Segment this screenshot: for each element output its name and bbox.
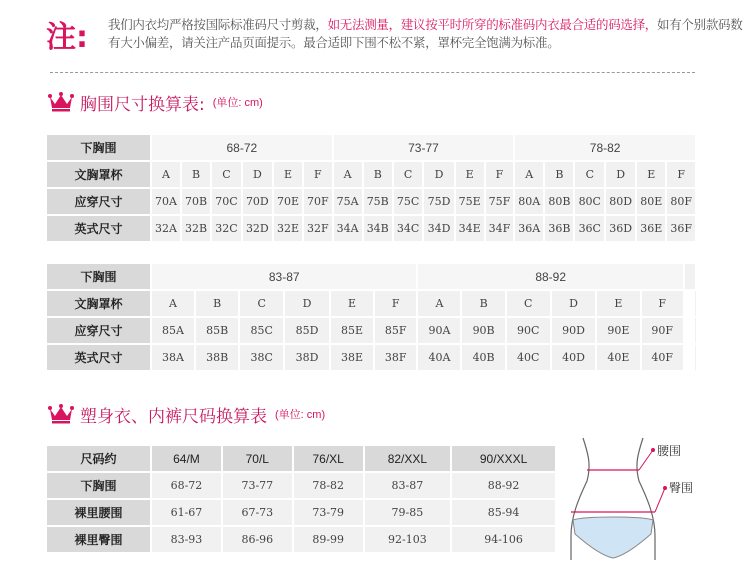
group-header: 78-82 xyxy=(515,135,695,160)
table-cell: 70C xyxy=(212,189,241,214)
header-label: 下胸围 xyxy=(47,135,150,160)
table-row xyxy=(47,216,695,241)
table-cell: 38A xyxy=(152,345,194,370)
table-cell: A xyxy=(152,162,180,187)
table-header-row xyxy=(47,446,555,471)
table-cell: 80E xyxy=(637,189,665,214)
table-cell: E xyxy=(597,291,639,316)
table-cell: F xyxy=(375,291,416,316)
table-cell: 90D xyxy=(552,318,596,343)
table-cell: 32D xyxy=(243,216,272,241)
note-text-highlight: 如无法测量，建议按平时所穿的标准码内衣最合适的码选择， xyxy=(327,18,658,32)
table-cell: 75A xyxy=(334,189,362,214)
table-cell: 38D xyxy=(285,345,329,370)
row-label: 裸里腰围 xyxy=(47,500,150,525)
table-cell: 70F xyxy=(304,189,332,214)
bra-section-unit: (单位: cm) xyxy=(212,97,263,109)
body-size-table xyxy=(45,444,557,554)
table-cell: F xyxy=(486,162,514,187)
table-cell: 70B xyxy=(182,189,210,214)
table-cell: D xyxy=(243,162,272,187)
bra-size-table-2 xyxy=(45,262,697,372)
table-cell: 83-93 xyxy=(152,527,221,552)
table-row xyxy=(47,189,695,214)
table-cell: 90A xyxy=(418,318,460,343)
note-text xyxy=(108,16,748,52)
table-cell: 75C xyxy=(394,189,423,214)
group-header: 83-87 xyxy=(152,264,416,289)
table-cell: 86-96 xyxy=(223,527,292,552)
table-cell: 78-82 xyxy=(294,473,363,498)
table-cell: 80D xyxy=(606,189,635,214)
table-cell: F xyxy=(642,291,683,316)
table-cell: 90B xyxy=(462,318,504,343)
crown-icon xyxy=(48,92,74,112)
row-label: 英式尺寸 xyxy=(47,345,150,370)
table-cell: E xyxy=(637,162,665,187)
table-cell: E xyxy=(331,291,373,316)
group-header: 88-92 xyxy=(418,264,682,289)
table-cell: 36F xyxy=(667,216,695,241)
size-header: 90/XXXL xyxy=(452,446,555,471)
size-header: 64/M xyxy=(152,446,221,471)
size-header: 76/XL xyxy=(294,446,363,471)
hip-label: 臀围 xyxy=(669,481,694,495)
group-header: 73-77 xyxy=(334,135,514,160)
table-cell: 73-77 xyxy=(223,473,292,498)
table-header-row xyxy=(47,264,695,289)
table-cell: 85E xyxy=(331,318,373,343)
table-cell: A xyxy=(334,162,362,187)
row-label: 裸里臀围 xyxy=(47,527,150,552)
table-cell: 75B xyxy=(364,189,392,214)
table-cell: 32B xyxy=(182,216,210,241)
table-cell: 34A xyxy=(334,216,362,241)
table-cell: 38C xyxy=(240,345,283,370)
table-cell: 88-92 xyxy=(452,473,555,498)
table-cell: 90E xyxy=(597,318,639,343)
body-section-unit: (单位: cm) xyxy=(275,409,326,421)
table-cell: 36E xyxy=(637,216,665,241)
table-cell: 80C xyxy=(575,189,604,214)
table-cell: 36A xyxy=(515,216,543,241)
table-cell: 40D xyxy=(552,345,596,370)
table-cell: B xyxy=(462,291,504,316)
table-cell: 85C xyxy=(240,318,283,343)
table-cell: D xyxy=(285,291,329,316)
row-label: 文胸罩杯 xyxy=(47,162,150,187)
table-cell: 32F xyxy=(304,216,332,241)
table-cell: 70A xyxy=(152,189,180,214)
table-cell: C xyxy=(212,162,241,187)
table-cell: D xyxy=(606,162,635,187)
bra-section-heading xyxy=(48,89,263,115)
table-cell: A xyxy=(152,291,194,316)
size-header: 82/XXL xyxy=(365,446,451,471)
table-cell: 34C xyxy=(394,216,423,241)
table-cell: 38B xyxy=(196,345,238,370)
table-cell: 70D xyxy=(243,189,272,214)
table-cell: 73-79 xyxy=(294,500,363,525)
table-row xyxy=(47,162,695,187)
dashed-divider xyxy=(50,72,695,73)
table-cell: B xyxy=(364,162,392,187)
table-cell: 80F xyxy=(667,189,695,214)
note-label: 注: xyxy=(46,20,88,55)
table-cell: 40B xyxy=(462,345,504,370)
table-cell: 80A xyxy=(515,189,543,214)
body-section-title: 塑身衣、内裤尺码换算表 xyxy=(80,406,267,427)
table-cell: 34D xyxy=(424,216,453,241)
table-cell: 34F xyxy=(486,216,514,241)
body-section-heading xyxy=(48,401,325,427)
table-row xyxy=(47,500,555,525)
table-cell: A xyxy=(418,291,460,316)
row-label: 应穿尺寸 xyxy=(47,318,150,343)
table-cell: 80B xyxy=(545,189,573,214)
note-text-b: 如有个别款码数有大小偏差，请关注产品页面提示。最合适即下围不松不紧，罩杯完全饱满为标准。 xyxy=(108,18,743,50)
table-cell: 83-87 xyxy=(365,473,451,498)
waist-label: 腰围 xyxy=(657,444,682,458)
table-cell: 75F xyxy=(486,189,514,214)
table-cell: F xyxy=(667,162,695,187)
row-label: 英式尺寸 xyxy=(47,216,150,241)
table-cell: 32E xyxy=(274,216,302,241)
table-cell: 85B xyxy=(196,318,238,343)
table-cell: 32A xyxy=(152,216,180,241)
table-row xyxy=(47,527,555,552)
note-text-a: 我们内衣均严格按国际标准码尺寸剪裁， xyxy=(108,18,328,32)
table-cell: B xyxy=(182,162,210,187)
group-header: 68-72 xyxy=(152,135,332,160)
table-cell: 85A xyxy=(152,318,194,343)
table-cell: 40C xyxy=(507,345,550,370)
header-label: 下胸围 xyxy=(47,264,150,289)
table-cell: 75D xyxy=(424,189,453,214)
table-cell: 85D xyxy=(285,318,329,343)
table-cell: B xyxy=(545,162,573,187)
table-cell: C xyxy=(394,162,423,187)
table-cell: 38F xyxy=(375,345,416,370)
table-cell: E xyxy=(456,162,484,187)
table-cell: 90F xyxy=(642,318,683,343)
table-cell: C xyxy=(507,291,550,316)
table-cell: A xyxy=(515,162,543,187)
body-measurement-diagram xyxy=(565,436,715,561)
table-cell: 94-106 xyxy=(452,527,555,552)
table-cell: E xyxy=(274,162,302,187)
row-label: 应穿尺寸 xyxy=(47,189,150,214)
row-label: 下胸围 xyxy=(47,473,150,498)
header-label: 尺码约 xyxy=(47,446,150,471)
table-cell: 61-67 xyxy=(152,500,221,525)
table-cell: 34B xyxy=(364,216,392,241)
table-cell: 40F xyxy=(642,345,683,370)
table-row xyxy=(47,291,695,316)
table-cell: 36D xyxy=(606,216,635,241)
table-cell: 40A xyxy=(418,345,460,370)
table-cell: 70E xyxy=(274,189,302,214)
empty-cell xyxy=(685,264,695,289)
size-header: 70/L xyxy=(223,446,292,471)
table-cell: 75E xyxy=(456,189,484,214)
table-cell: D xyxy=(424,162,453,187)
table-cell: B xyxy=(196,291,238,316)
table-cell: 36C xyxy=(575,216,604,241)
table-cell: 34E xyxy=(456,216,484,241)
bra-section-title: 胸围尺寸换算表: xyxy=(80,94,205,115)
table-header-row xyxy=(47,135,695,160)
table-cell: 85F xyxy=(375,318,416,343)
table-cell: 40E xyxy=(597,345,639,370)
table-row xyxy=(47,473,555,498)
table-cell: 67-73 xyxy=(223,500,292,525)
table-cell: 68-72 xyxy=(152,473,221,498)
table-cell: C xyxy=(575,162,604,187)
table-cell: 92-103 xyxy=(365,527,451,552)
table-cell: 32C xyxy=(212,216,241,241)
table-row xyxy=(47,345,695,370)
table-cell: 79-85 xyxy=(365,500,451,525)
table-cell: 38E xyxy=(331,345,373,370)
table-cell: F xyxy=(304,162,332,187)
table-cell: 90C xyxy=(507,318,550,343)
table-row xyxy=(47,318,695,343)
size-note xyxy=(0,0,750,60)
table-cell: 85-94 xyxy=(452,500,555,525)
table-cell: 89-99 xyxy=(294,527,363,552)
table-cell: 36B xyxy=(545,216,573,241)
crown-icon xyxy=(48,404,74,424)
row-label: 文胸罩杯 xyxy=(47,291,150,316)
bra-size-table-1 xyxy=(45,133,697,243)
table-cell: C xyxy=(240,291,283,316)
torso-illustration xyxy=(565,436,715,561)
table-cell: D xyxy=(552,291,596,316)
